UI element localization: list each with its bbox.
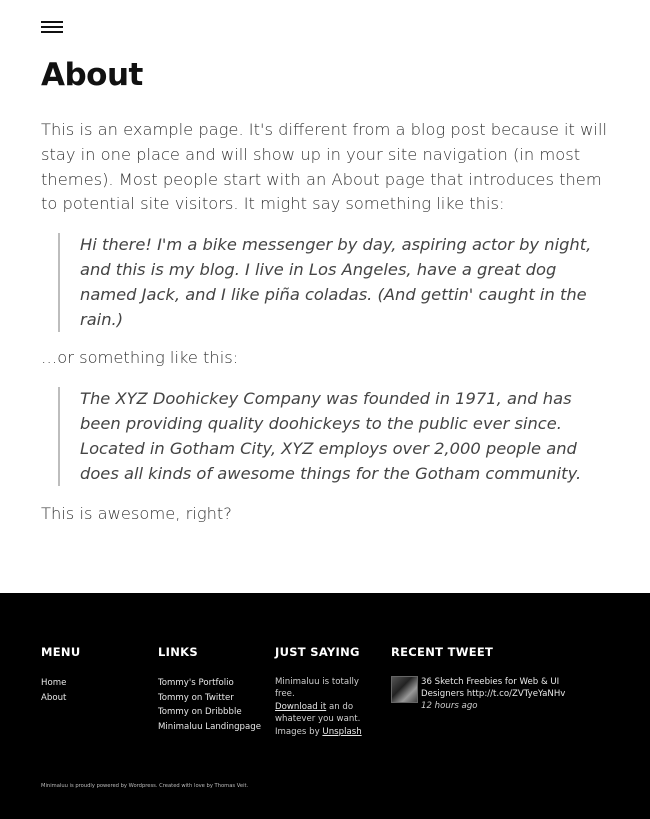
page-title: About	[41, 57, 143, 93]
page-content	[41, 54, 616, 527]
footer-menu-column	[41, 645, 80, 705]
just-saying-text-1: Minimaluu is totally free.	[275, 677, 360, 700]
footer-just-saying-heading: JUST SAYING	[275, 645, 360, 659]
just-saying-text-2: an do whatever you want. Images by	[275, 701, 361, 737]
tweet-avatar	[391, 676, 418, 703]
tweet-item	[391, 676, 596, 712]
footer-links-column	[158, 645, 261, 734]
hamburger-menu-icon[interactable]	[41, 21, 63, 34]
blockquote-xyz-company: The XYZ Doohickey Company was founded in 1971, and has been providing quality doohickeys to the public ever since. Located in Gotham City, XYZ employs over 2,000 people and does all kinds of awesome things for the Gotham community.	[58, 387, 616, 486]
link-tommy-dribbble[interactable]: Tommy on Dribbble	[158, 707, 242, 717]
tweet-timestamp: 12 hours ago	[421, 701, 478, 711]
copyright-text: Minimaluu is proudly powered by Wordpress. Created with love by Thomas Veit.	[41, 783, 249, 789]
just-saying-text	[275, 676, 375, 738]
footer-just-saying-column	[275, 645, 375, 738]
link-minimaluu-landingpage[interactable]: Minimaluu Landingpage	[158, 721, 261, 732]
unsplash-link[interactable]: Unsplash	[322, 726, 362, 737]
footer-recent-tweet-column	[391, 645, 596, 712]
footer-links-heading: LINKS	[158, 645, 198, 659]
blockquote-bike-messenger: Hi there! I'm a bike messenger by day, aspiring actor by night, and this is my blog. I live in Los Angeles, have a great dog named Jack, and I like piña coladas. (And gettin' caught in the rain.)	[58, 233, 616, 332]
download-link[interactable]: Download it	[275, 701, 327, 712]
middle-paragraph: …or something like this:	[41, 348, 239, 368]
intro-paragraph: This is an example page. It's different from a blog post because it will stay in one place and will show up in your site navigation (in most themes). Most people start with an About page that introduces them to potential site visitors. It might say something like this:	[41, 120, 608, 214]
footer-menu-link-home[interactable]: Home	[41, 678, 67, 688]
link-tommy-twitter[interactable]: Tommy on Twitter	[158, 692, 234, 703]
footer-menu-heading: MENU	[41, 645, 81, 659]
outro-paragraph: This is awesome, right?	[41, 504, 232, 524]
link-tommys-portfolio[interactable]: Tommy's Portfolio	[158, 678, 234, 688]
footer-menu-link-about[interactable]: About	[41, 692, 67, 703]
footer-recent-tweet-heading: RECENT TWEET	[391, 645, 494, 659]
site-footer	[0, 593, 650, 819]
tweet-text[interactable]: 36 Sketch Freebies for Web & UI Designers http://t.co/ZVTyeYaNHv	[421, 677, 566, 699]
